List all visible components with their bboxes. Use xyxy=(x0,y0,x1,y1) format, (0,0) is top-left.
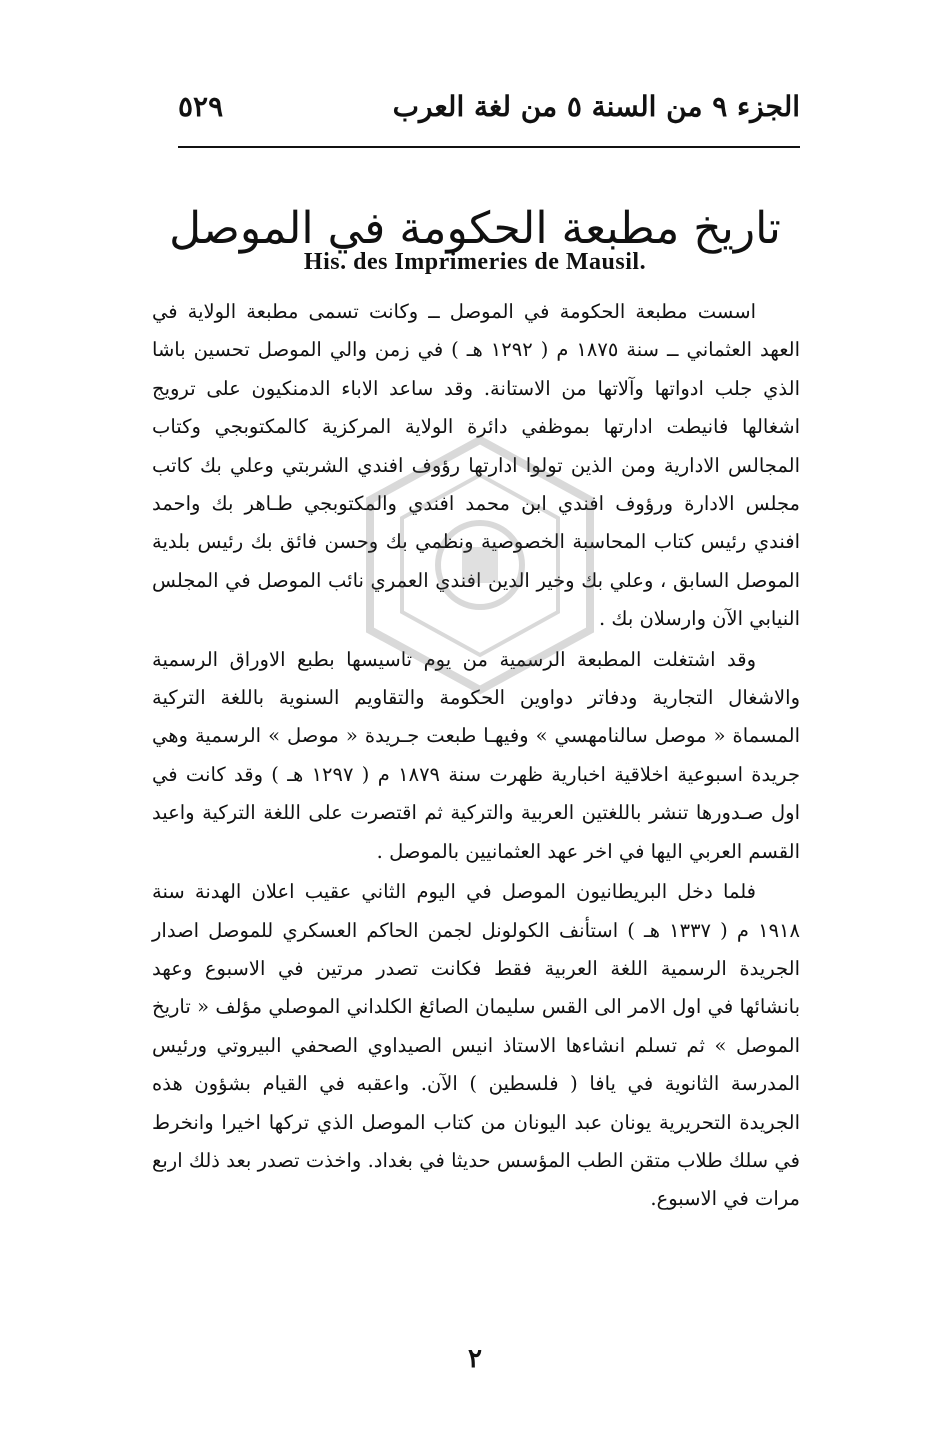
article-subtitle: His. des Imprimeries de Mausil. xyxy=(303,249,647,275)
running-header xyxy=(178,86,800,126)
signature-mark: ٢ xyxy=(468,1344,482,1374)
paragraph: وقد اشتغلت المطبعة الرسمية من يوم تاسيسها بطبع الاوراق الرسمية والاشغال التجارية ودفاتر دواوين الحكومة والتقاويم السنوية باللغة التركية المسماة « موصل سالنامهسي » وفيهـا طبعت جـريدة « موصل » الرسمية وهي جريدة اسبوعية اخلاقية اخبارية ظهرت سنة ١٨٧٩ م ( ١٢٩٧ هـ ) وقد كانت في اول صـدورها تنشر باللغتين العربية والتركية ثم اقتصرت على اللغة التركية واعيد القسم العربي اليها في اخر عهد العثمانيين بالموصل . xyxy=(152,647,801,863)
running-title: الجزء ٩ من السنة ٥ من لغة العرب xyxy=(392,89,800,123)
header-page-number: ٥٢٩ xyxy=(178,89,224,123)
paragraph: اسست مطبعة الحكومة في الموصل ــ وكانت تسمى مطبعة الولاية في العهد العثماني ــ سنة ١٨٧٥ م ( ١٢٩٢ هـ ) في زمن والي الموصل تحسين باشا الذي جلب ادواتها وآلاتها من الاستانة. وقد ساعد الاباء الدمنكيون على ترويج اشغالها فانيطت ادارتها بموظفي دائرة الولاية المركزية كالمكتوبجي وكتاب المجالس الادارية ومن الذين تولوا ادارتها رؤوف افندي الشربتي وعلي بك كاتب مجلس الادارة ورؤوف افندي ابن محمد افندي والمكتوبجي طـاهر بك واحمد افندي رئيس كتاب المحاسبة الخصوصية ونظمي بك وحسن فائق بك رئيس بلدية الموصل السابق ، وعلي بك وخير الدين افندي العمري نائب الموصل في المجلس النيابي الآن وارسلان بك . xyxy=(152,300,800,631)
article-body xyxy=(152,293,800,1219)
article-title: تاريخ مطبعة الحكومة في الموصل xyxy=(169,203,781,255)
paragraph: فلما دخل البريطانيون الموصل في اليوم الثاني عقيب اعلان الهدنة سنة ١٩١٨ م ( ١٣٣٧ هـ ) استأنف الكولونل لجمن الحاكم العسكري للموصل اصدار الجريدة الرسمية اللغة العربية فقط فكانت تصدر مرتين في الاسبوع وعهد بانشائها في اول الامر الى القس سليمان الصائغ الكلداني الموصلي مؤلف « تاريخ الموصل » ثم تسلم انشاءها الاستاذ انيس الصيداوي الصحفي البيروتي ورئيس المدرسة الثانوية في يافا ( فلسطين ) الآن. واعقبه في القيام بشؤون هذه الجريدة التحريرية يونان عبد اليونان من كتاب الموصل الذي تركها اخيرا وانخرط في سلك طلاب متقن الطب المؤسس حديثا في بغداد. واخذت تصدر بعد ذلك اربع مرات في الاسبوع. xyxy=(152,880,800,1211)
header-divider xyxy=(178,146,800,148)
